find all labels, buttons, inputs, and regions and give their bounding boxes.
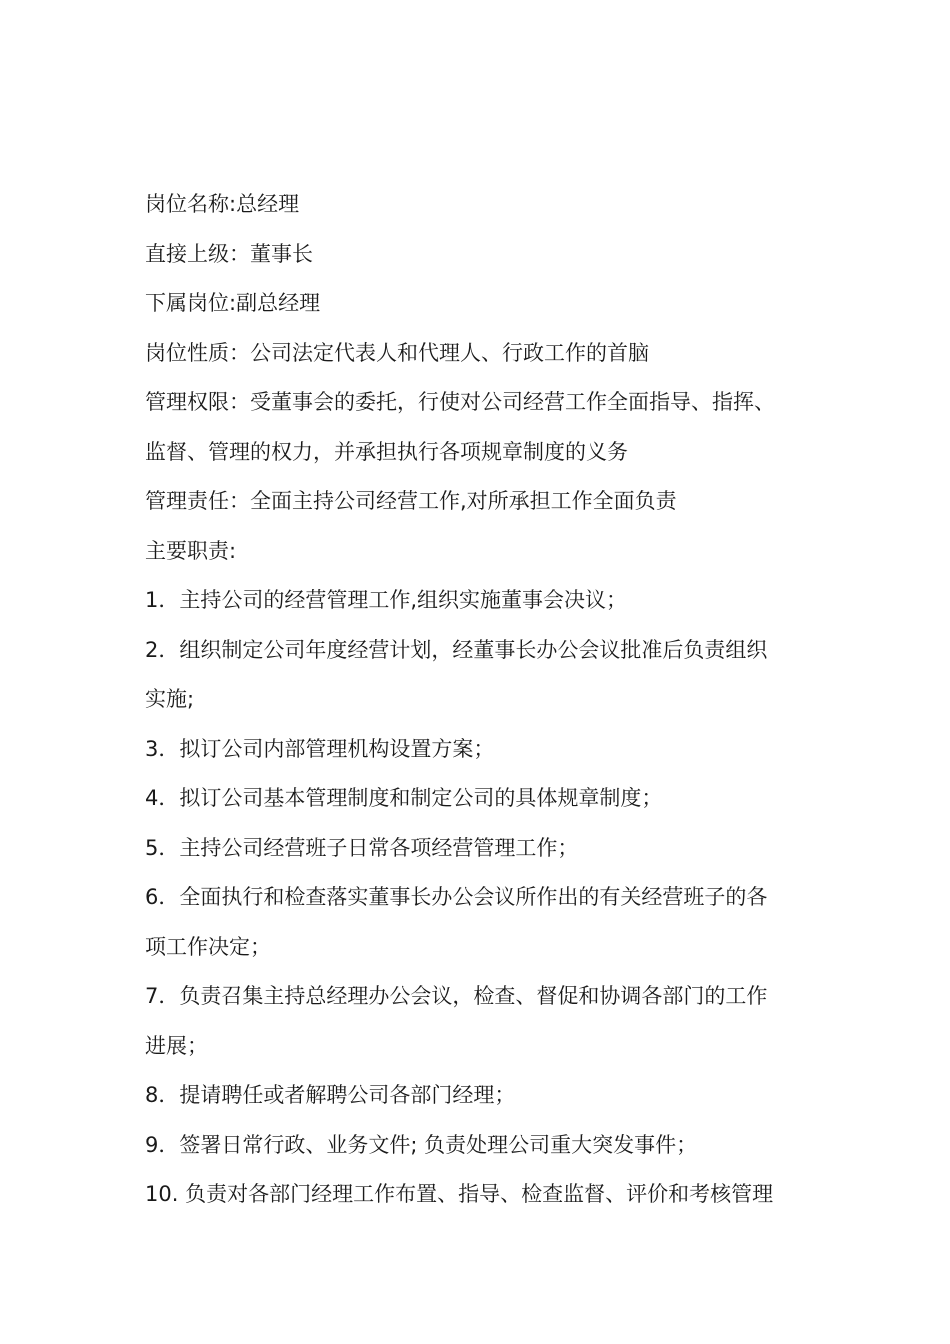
document-body <box>145 180 835 1220</box>
duty-item <box>145 824 835 874</box>
duty-item-text: 4．拟订公司基本管理制度和制定公司的具体规章制度； <box>145 786 663 810</box>
duties-heading: 主要职责: <box>145 538 237 563</box>
management-authority-line-2: 监督、管理的权力，并承担执行各项规章制度的义务 <box>145 439 628 464</box>
duty-item-text: 7．负责召集主持总经理办公会议，检查、督促和协调各部门的工作 <box>145 984 768 1008</box>
duty-item-text: 9．签署日常行政、业务文件; 负责处理公司重大突发事件； <box>145 1132 698 1157</box>
duties-list <box>145 576 835 1220</box>
job-title-field: 岗位名称:总经理 <box>145 192 300 216</box>
duty-item <box>145 725 835 775</box>
duty-item-text: 10. 负责对各部门经理工作布置、指导、检查监督、评价和考核管理 <box>145 1182 774 1206</box>
direct-supervisor-field: 直接上级：董事长 <box>145 241 313 266</box>
duty-item <box>145 576 835 626</box>
duty-item-text: 2．组织制定公司年度经营计划，经董事长办公会议批准后负责组织 <box>145 637 768 662</box>
duty-item <box>145 1071 835 1121</box>
duty-item <box>145 972 835 1071</box>
duty-item <box>145 626 835 725</box>
duty-item <box>145 873 835 972</box>
duty-item-text: 5．主持公司经营班子日常各项经营管理工作； <box>145 835 579 860</box>
duty-item-text: 进展； <box>145 1033 208 1058</box>
duty-item <box>145 1170 835 1220</box>
management-authority-line-1: 管理权限：受董事会的委托，行使对公司经营工作全面指导、指挥、 <box>145 390 775 414</box>
duty-item-text: 实施; <box>145 687 195 711</box>
duty-item-text: 3．拟订公司内部管理机构设置方案； <box>145 736 495 761</box>
management-responsibility-field: 管理责任：全面主持公司经营工作,对所承担工作全面负责 <box>145 489 677 513</box>
duty-item-text: 8．提请聘任或者解聘公司各部门经理； <box>145 1083 516 1107</box>
duty-item <box>145 1121 835 1171</box>
duty-item-text: 1．主持公司的经营管理工作,组织实施董事会决议； <box>145 588 628 612</box>
position-nature-field: 岗位性质：公司法定代表人和代理人、行政工作的首脑 <box>145 340 649 365</box>
duty-item-text: 6．全面执行和检查落实董事长办公会议所作出的有关经营班子的各 <box>145 885 768 909</box>
duty-item <box>145 774 835 824</box>
subordinate-position-field: 下属岗位:副总经理 <box>145 291 321 315</box>
duty-item-text: 项工作决定； <box>145 934 271 959</box>
